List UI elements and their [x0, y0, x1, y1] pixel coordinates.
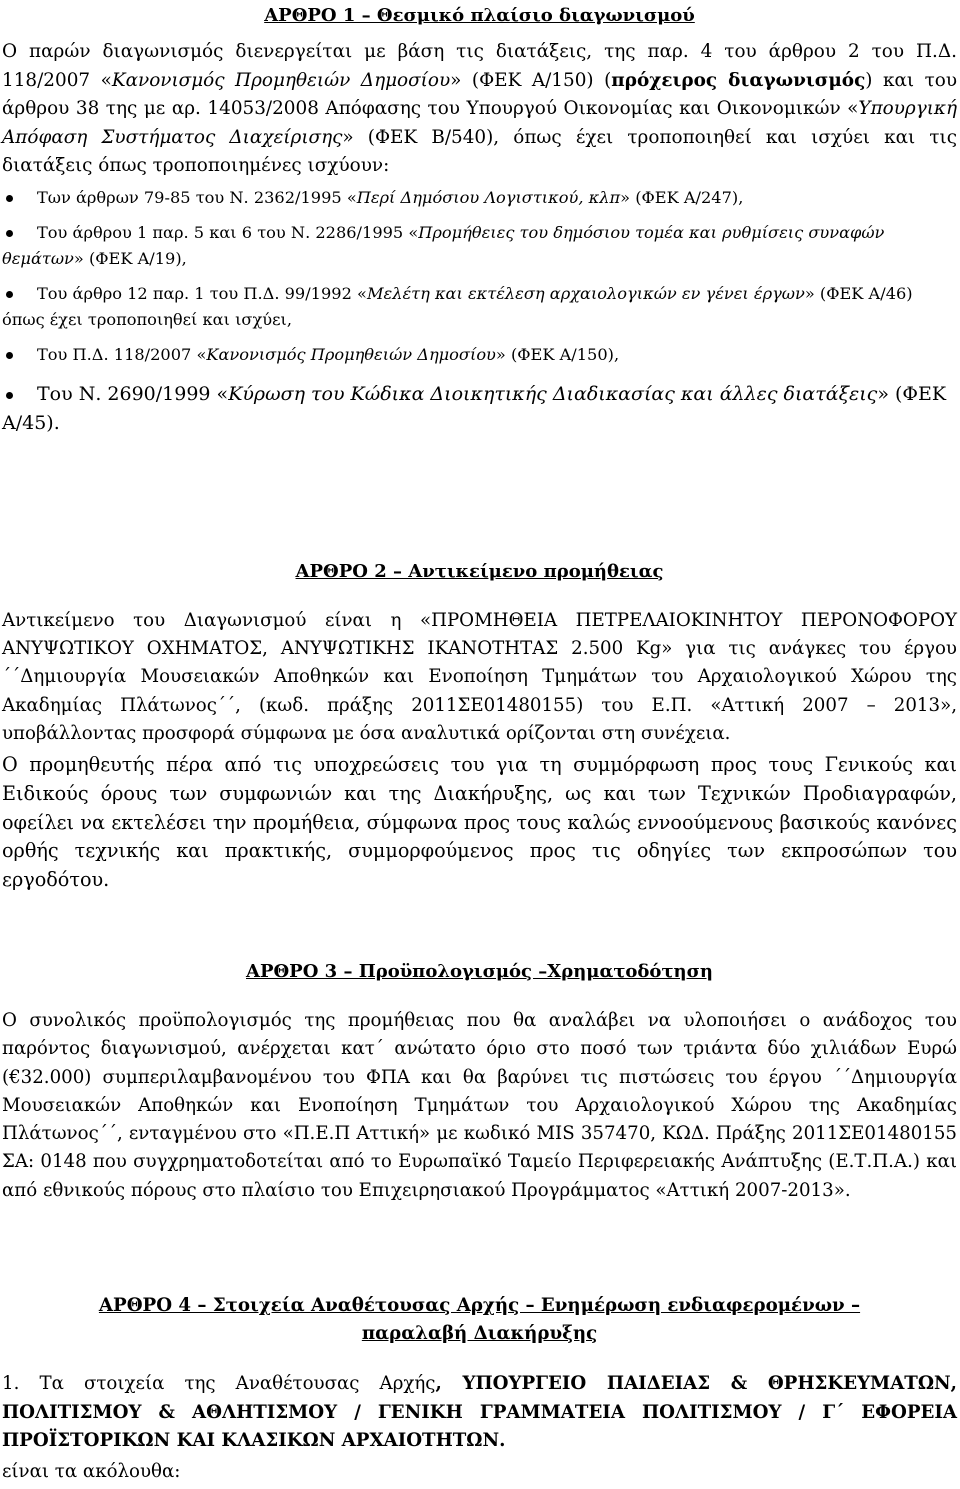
article-4-paragraph-1 — [2, 1370, 957, 1456]
article-4-section — [2, 1292, 957, 1486]
legal-basis-list — [2, 185, 957, 438]
list-item: Του Ν. 2690/1999 «Κύρωση του Κώδικα Διοικητικής Διαδικασίας και άλλες διατάξεις» (ΦΕΚ Α/45). — [2, 380, 957, 438]
article-4-paragraph-2: είναι τα ακόλουθα: — [2, 1460, 181, 1482]
intro-text-b: » (ΦΕΚ Α/150) ( — [450, 69, 612, 91]
list-item: Του άρθρου 1 παρ. 5 και 6 του Ν. 2286/1995 «Προμήθειες του δημόσιου τομέα και ρυθμίσεις συναφών θεμάτων» (ΦΕΚ Α/19), — [2, 220, 957, 272]
article-3-section — [2, 958, 957, 1205]
article-1-intro — [2, 38, 957, 181]
intro-text-a: Ο παρών διαγωνισμός διενεργείται με βάση τις διατάξεις, της παρ. 4 του άρθρου 2 του Π.Δ. 118/2007 « — [2, 41, 957, 91]
article-1-title: ΑΡΘΡΟ 1 – Θεσμικό πλαίσιο διαγωνισμού — [264, 5, 695, 26]
article-1-section — [2, 2, 957, 438]
article-2-section — [2, 558, 957, 895]
article-3-paragraph-1: Ο συνολικός προϋπολογισμός της προμήθειας που θα αναλάβει να υλοποιήσει ο ανάδοχος του παρόντος διαγωνισμού, ανέρχεται κατ΄ ανώτατο όριο στο ποσό των τριάντα δύο χιλιάδων Ευρώ (€32.000) συμπεριλαμβανομένου του ΦΠΑ και θα βαρύνει τις πιστώσεις του έργου ΄΄Δημιουργία Μουσειακών Αποθηκών και Ενοποίηση Τμημάτων του Αρχαιολογικού Χώρου της Ακαδημίας Πλάτωνος΄΄, ενταγμένου στο «Π.Ε.Π Αττική» με κωδικό MIS 357470, ΚΩΔ. Πράξης 2011ΣΕ01480155 ΣΑ: 0148 που συγχρηματοδοτείται από το Ευρωπαϊκό Ταμείο Περιφερειακής Ανάπτυξης (Ε.Τ.Π.Α.) και από εθνικούς πόρους στο πλαίσιο του Επιχειρησιακού Προγράμματος «Αττική 2007-2013». — [2, 1010, 957, 1201]
authority-name: , ΥΠΟΥΡΓΕΙΟ ΠΑΙΔΕΙΑΣ & ΘΡΗΣΚΕΥΜΑΤΩΝ, ΠΟΛΙΤΙΣΜΟΥ & ΑΘΛΗΤΙΣΜΟΥ / ΓΕΝΙΚΗ ΓΡΑΜΜΑΤΕΙΑ ΠΟΛΙΤΙΣΜΟΥ / Γ΄ ΕΦΟΡΕΙΑ ΠΡΟΪΣΤΟΡΙΚΩΝ ΚΑΙ ΚΛΑΣΙΚΩΝ ΑΡΧΑΙΟΤΗΤΩΝ. — [2, 1373, 957, 1451]
intro-text-italic-2: Υπουργική Απόφαση Συστήματος Διαχείρισης — [2, 98, 957, 148]
article-2-paragraph-1: Αντικείμενο του Διαγωνισμού είναι η «ΠΡΟΜΗΘΕΙΑ ΠΕΤΡΕΛΑΙΟΚΙΝΗΤΟΥ ΠΕΡΟΝΟΦΟΡΟΥ ΑΝΥΨΩΤΙΚΟΥ ΟΧΗΜΑΤΟΣ, ΑΝΥΨΩΤΙΚΗΣ ΙΚΑΝΟΤΗΤΑΣ 2.500 Kg» για τις ανάγκες του έργου ΄΄Δημιουργία Μουσειακών Αποθηκών και Ενοποίηση Τμημάτων του Αρχαιολογικού Χώρου της Ακαδημίας Πλάτωνος΄΄, (κωδ. πράξης 2011ΣΕ01480155) του Ε.Π. «Αττική 2007 – 2013», υποβάλλοντας προσφορά σύμφωνα με όσα αναλυτικά ορίζονται στη συνέχεια. — [2, 610, 957, 744]
intro-text-italic: Κανονισμός Προμηθειών Δημοσίου — [111, 69, 451, 91]
authority-intro: 1. Τα στοιχεία της Αναθέτουσας Αρχής — [2, 1373, 436, 1394]
article-2-paragraph-2: Ο προμηθευτής πέρα από τις υποχρεώσεις του για τη συμμόρφωση προς τους Γενικούς και Ειδικούς όρους των συμφωνιών και της Διακήρυξης, ως και των Τεχνικών Προδιαγραφών, οφείλει να εκτελέσει την προμήθεια, σύμφωνα προς τους καλώς εννοούμενους βασικούς κανόνες ορθής τεχνικής και πρακτικής, συμμορφούμενος προς τις οδηγίες των εκπροσώπων του εργοδότου. — [2, 753, 957, 892]
list-item: Των άρθρων 79-85 του Ν. 2362/1995 «Περί Δημόσιου Λογιστικού, κλπ» (ΦΕΚ Α/247), — [2, 185, 957, 211]
list-item: Του άρθρο 12 παρ. 1 του Π.Δ. 99/1992 «Μελέτη και εκτέλεση αρχαιολογικών εν γένει έργων» (ΦΕΚ Α/46) όπως έχει τροποποιηθεί και ισχύει, — [2, 281, 957, 333]
intro-text-bold: πρόχειρος διαγωνισμός — [611, 69, 866, 91]
list-item: Του Π.Δ. 118/2007 «Κανονισμός Προμηθειών Δημοσίου» (ΦΕΚ Α/150), — [2, 342, 957, 368]
article-4-title-line-2: παραλαβή Διακήρυξης — [361, 1323, 598, 1344]
article-4-title-line-1: ΑΡΘΡΟ 4 – Στοιχεία Αναθέτουσας Αρχής – Ενημέρωση ενδιαφερομένων – — [98, 1295, 861, 1316]
article-3-title: ΑΡΘΡΟ 3 – Προϋπολογισμός –Χρηματοδότηση — [246, 961, 713, 982]
intro-text-c: ) και του άρθρου 38 της με αρ. 14053/2008 Απόφασης του Υπουργού Οικονομίας και Οικονομικών « — [2, 69, 958, 119]
intro-text-d: » (ΦΕΚ Β/540), όπως έχει τροποποιηθεί και ισχύει και τις διατάξεις όπως τροποποιημένες ισχύουν: — [2, 126, 958, 176]
article-2-title: ΑΡΘΡΟ 2 – Αντικείμενο προμήθειας — [295, 561, 664, 582]
